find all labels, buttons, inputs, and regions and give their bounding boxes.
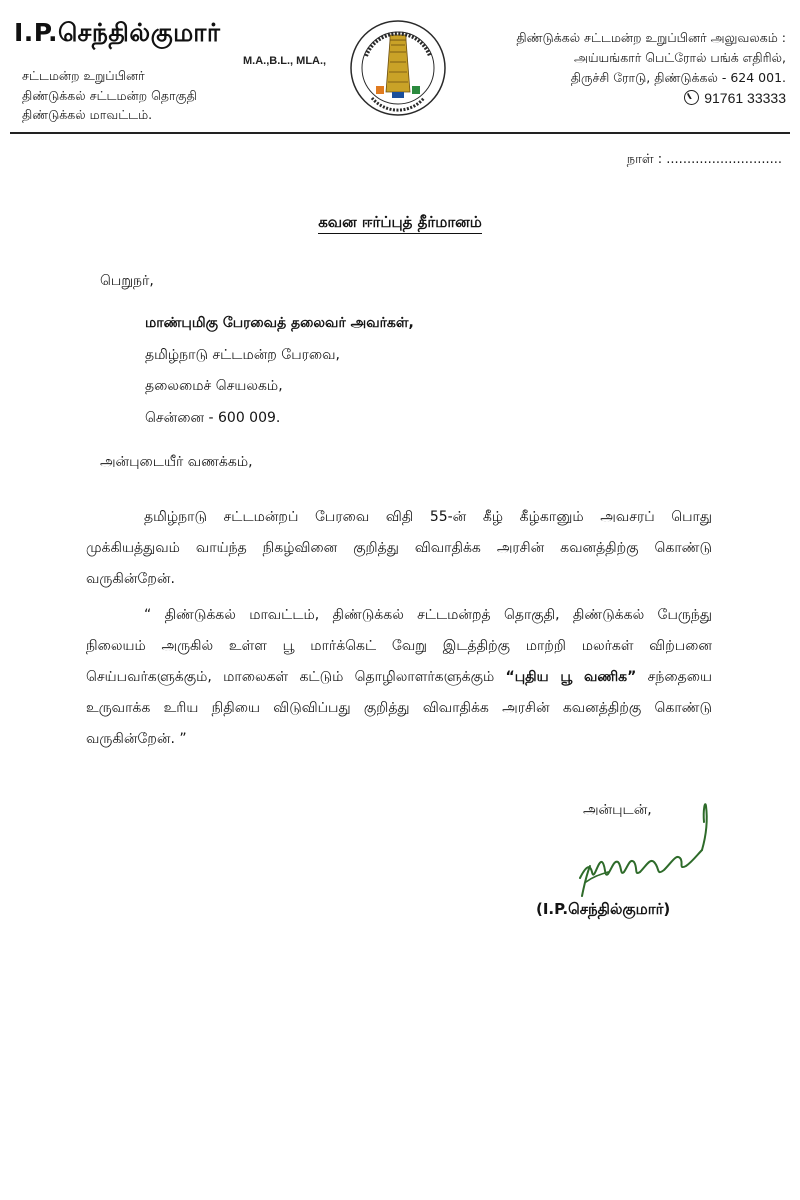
paragraph-emphasis: “புதிய பூ வணிக” xyxy=(505,669,637,685)
phone-icon xyxy=(684,90,699,105)
office-address-line: திண்டுக்கல் சட்டமன்ற உறுப்பினர் அலுவலகம் : xyxy=(516,30,786,45)
address-line: சென்னை - 600 009. xyxy=(145,409,281,426)
letterhead-qualifications: M.A.,B.L., MLA., xyxy=(243,55,327,67)
header-divider xyxy=(10,132,790,134)
greeting: அன்புடையீர் வணக்கம், xyxy=(100,454,253,470)
designation-line: திண்டுக்கல் மாவட்டம். xyxy=(22,107,153,122)
address-line: தமிழ்நாடு சட்டமன்ற பேரவை, xyxy=(145,346,340,363)
address-line: தலைமைச் செயலகம், xyxy=(145,378,283,394)
paragraph-text: சந்தையை உருவாக்க உரிய நிதியை விடுவிப்பது குறித்து விவாதிக்க அரசின் கவனத்திற்கு கொண்டு வருகின்றேன். ” xyxy=(86,669,712,747)
paragraph-text: “ திண்டுக்கல் மாவட்டம், திண்டுக்கல் சட்டமன்றத் தொகுதி, திண்டுக்கல் பேருந்து நிலையம் அருகில் உள்ள பூ மார்க்கெட் வேறு இடத்திற்கு மாற்றி மலர்கள் விற்பனை செய்பவர்களுக்கும், மாலைகள் கட்டும் தொழிலாளர்களுக்கும் xyxy=(86,607,712,685)
subject-text: கவன ஈர்ப்புத் தீர்மானம் xyxy=(318,213,482,234)
letterhead-designation xyxy=(22,66,322,125)
handwritten-signature-icon xyxy=(572,792,722,902)
designation-line: திண்டுக்கல் சட்டமன்ற தொகுதி xyxy=(22,87,197,103)
office-address-line: திருச்சி ரோடு, திண்டுக்கல் - 624 001. xyxy=(570,70,786,85)
designation-line: சட்டமன்ற உறுப்பினர் xyxy=(22,68,145,83)
address-line: மாண்புமிகு பேரவைத் தலைவர் அவர்கள், xyxy=(145,315,414,331)
recipient-address xyxy=(145,308,414,434)
closing-salutation: அன்புடன், xyxy=(583,802,652,818)
phone-row xyxy=(456,88,786,108)
date-field: நாள் : ............................ xyxy=(626,152,782,167)
office-address-line: அய்யங்கார் பெட்ரோல் பங்க் எதிரில், xyxy=(573,50,786,65)
recipient-label: பெறுநர், xyxy=(100,273,154,289)
letterhead-office-address xyxy=(456,28,786,108)
body-paragraph-2 xyxy=(86,600,712,755)
signatory-name: (I.P.செந்தில்குமார்) xyxy=(536,900,671,918)
body-paragraph-1: தமிழ்நாடு சட்டமன்றப் பேரவை விதி 55-ன் கீழ் கீழ்கானும் அவசரப் பொது முக்கியத்துவம் வாய்ந்த நிகழ்வினை குறித்து விவாதிக்க அரசின் கவனத்திற்கு கொண்டு வருகின்றேன். xyxy=(86,509,712,587)
letterhead-left xyxy=(14,18,334,48)
subject-heading xyxy=(0,212,800,233)
tamil-nadu-emblem-icon xyxy=(348,18,448,118)
phone-number: 91761 33333 xyxy=(704,90,786,106)
letterhead-name: I.P.செந்தில்குமார் xyxy=(14,18,221,47)
